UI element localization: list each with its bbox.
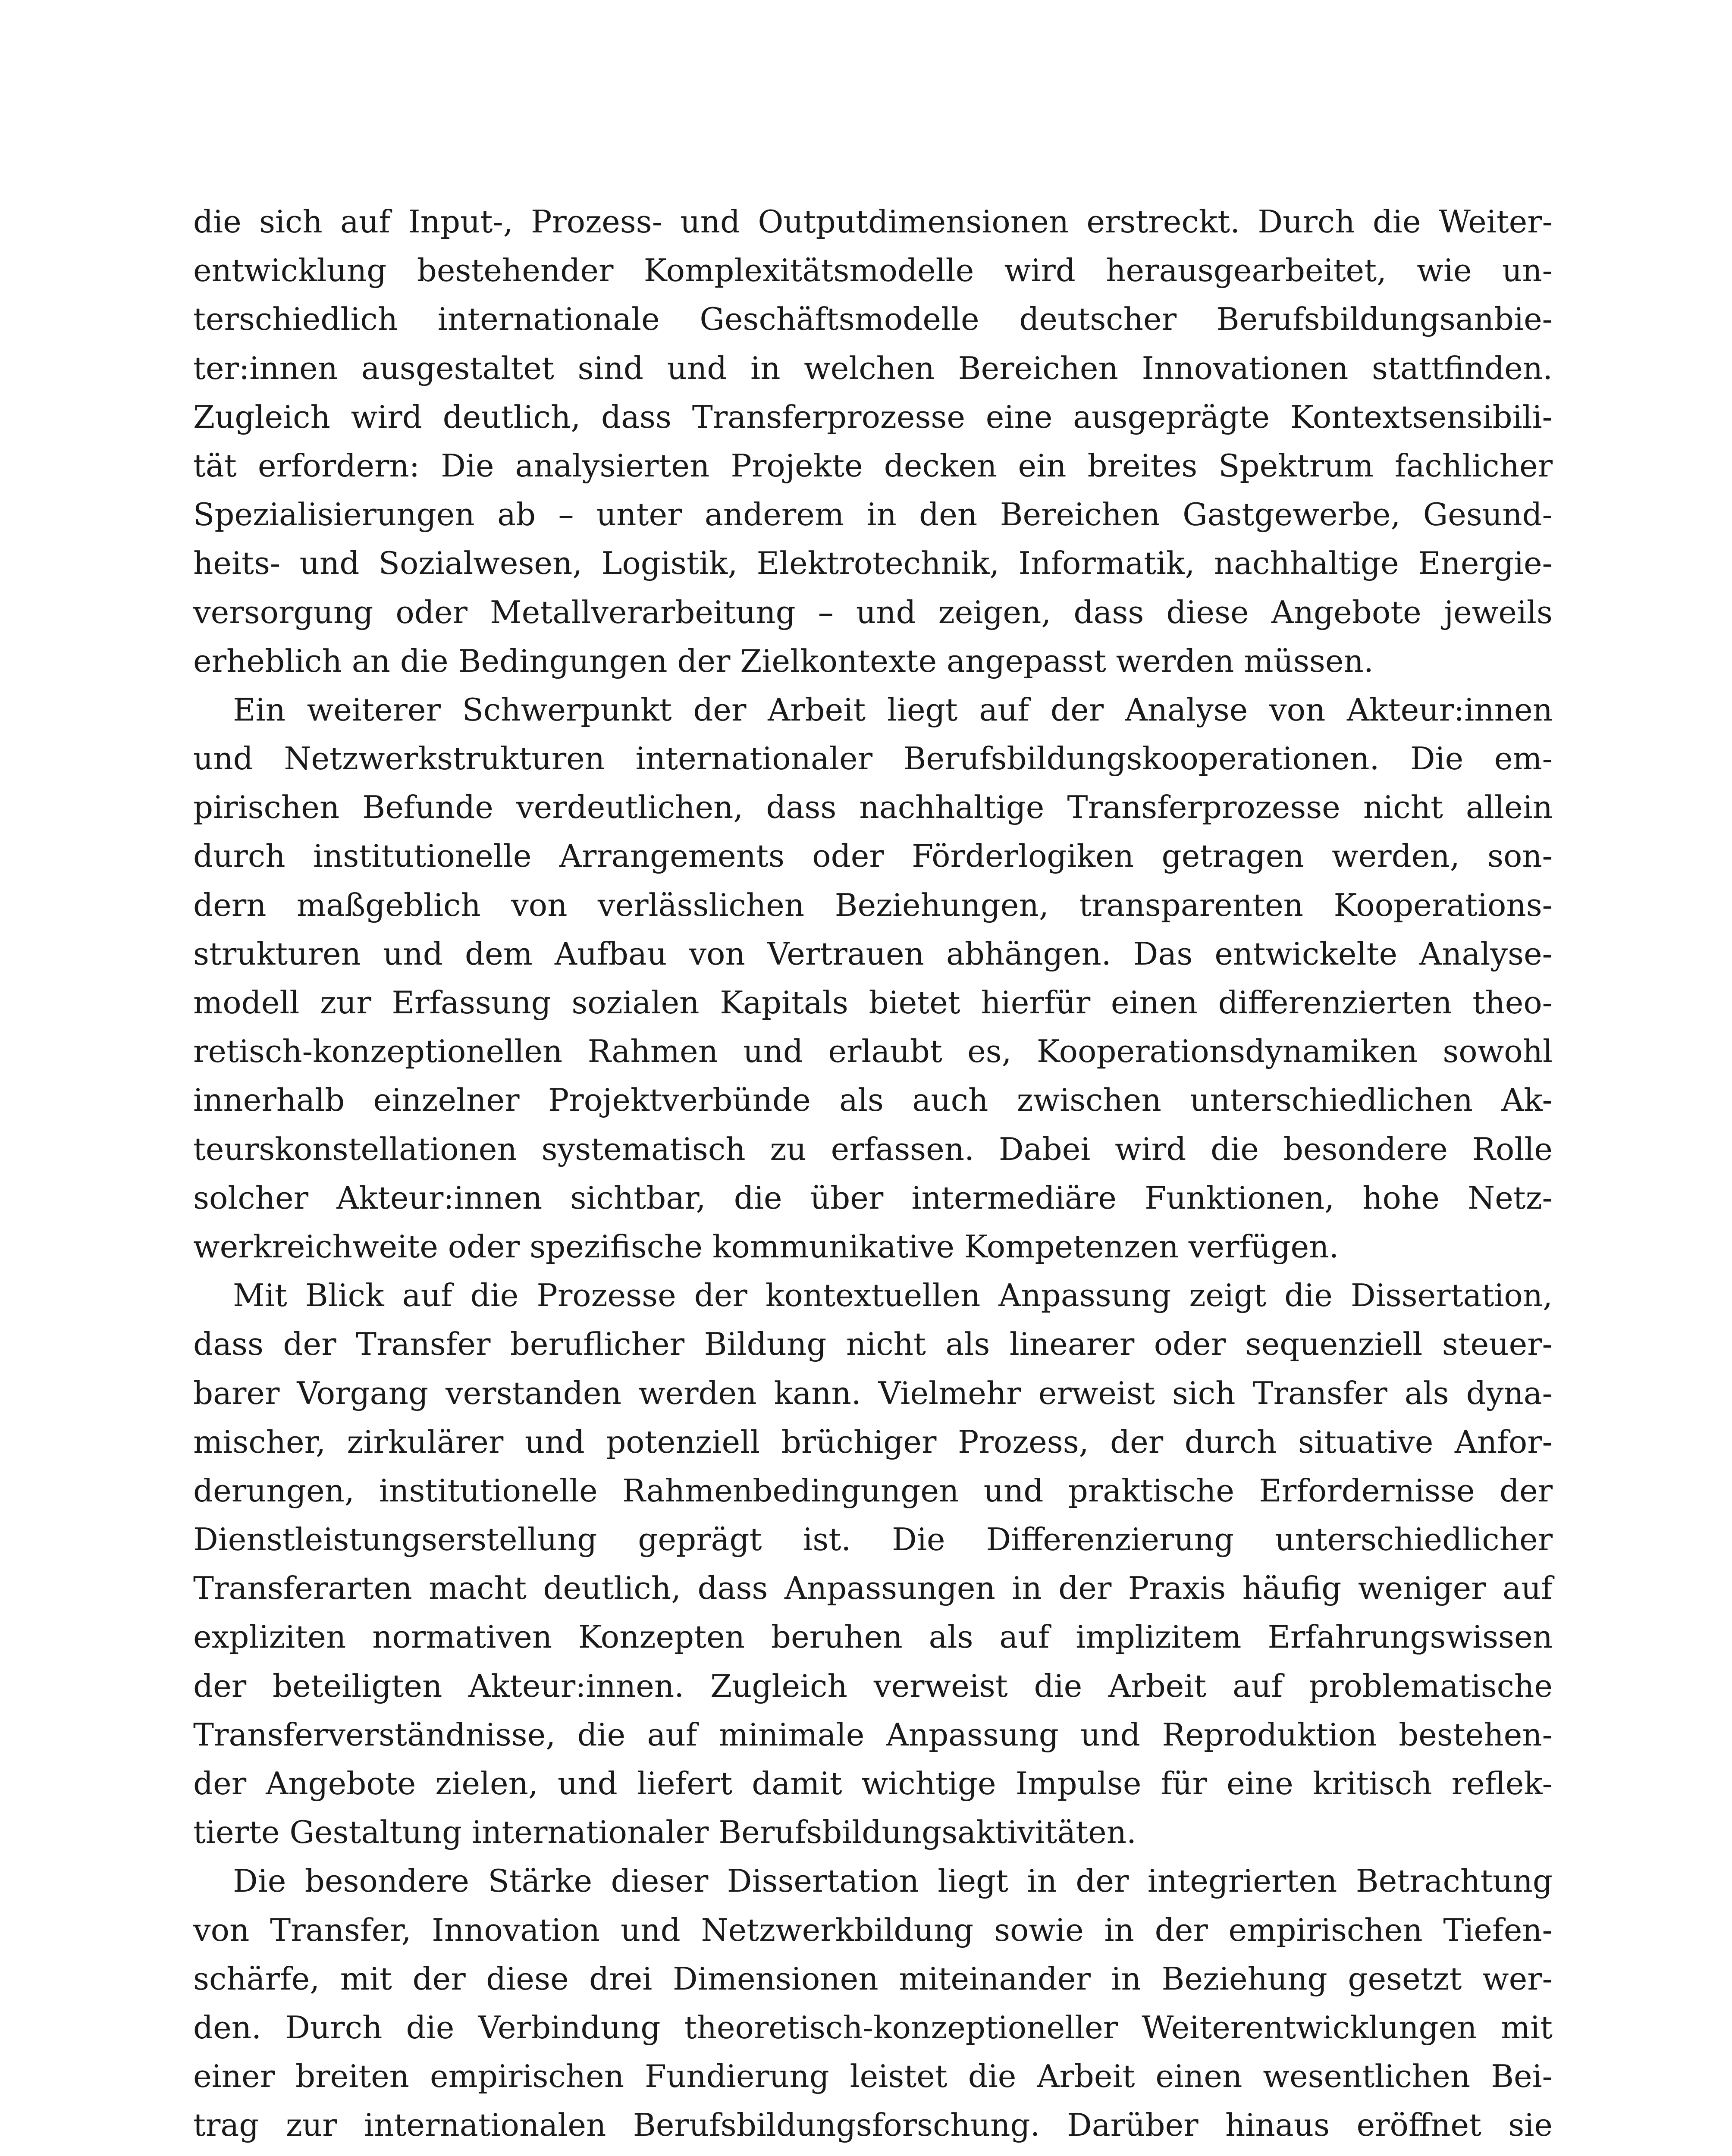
text-line: Ein weiterer Schwerpunkt der Arbeit liegt auf der Analyse von Akteur:innen [233, 691, 1553, 728]
text-line: von Transfer, Innovation und Netzwerkbildung sowie in der empirischen Tiefen- [193, 1912, 1553, 1948]
text-line: strukturen und dem Aufbau von Vertrauen abhängen. Das entwickelte Analyse- [193, 935, 1553, 972]
text-line: tierte Gestaltung internationaler Berufsbildungsaktivitäten. [193, 1814, 1137, 1851]
text-line: mischer, zirkulärer und potenziell brüchiger Prozess, der durch situative Anfor- [193, 1423, 1553, 1460]
text-line: versorgung oder Metallverarbeitung – und zeigen, dass diese Angebote jeweils [193, 594, 1553, 630]
text-line: dass der Transfer beruflicher Bildung nicht als linearer oder sequenziell steuer- [193, 1326, 1553, 1363]
text-line: Die besondere Stärke dieser Dissertation liegt in der integrierten Betrachtung [233, 1863, 1553, 1899]
text-line: terschiedlich internationale Geschäftsmodelle deutscher Berufsbildungsanbie- [193, 301, 1553, 338]
text-line: entwicklung bestehender Komplexitätsmodelle wird herausgearbeitet, wie un- [193, 252, 1553, 289]
text-line: dern maßgeblich von verlässlichen Beziehungen, transparenten Kooperations- [193, 887, 1553, 923]
text-line: Transferverständnisse, die auf minimale Anpassung und Reproduktion bestehen- [193, 1716, 1553, 1753]
text-line: den. Durch die Verbindung theoretisch-konzeptioneller Weiterentwicklungen mit [193, 2009, 1553, 2046]
text-line: werkreichweite oder spezifische kommunikative Kompetenzen verfügen. [193, 1228, 1339, 1265]
paragraph-4 [193, 1857, 1553, 2150]
text-line: trag zur internationalen Berufsbildungsforschung. Darüber hinaus eröffnet sie [193, 2107, 1553, 2143]
paragraph-3 [193, 1271, 1553, 1857]
text-line: retisch-konzeptionellen Rahmen und erlaubt es, Kooperationsdynamiken sowohl [193, 1033, 1553, 1070]
paragraph-1 [193, 197, 1553, 686]
text-line: modell zur Erfassung sozialen Kapitals bietet hierfür einen differenzierten theo- [193, 984, 1553, 1021]
text-line: einer breiten empirischen Fundierung leistet die Arbeit einen wesentlichen Bei- [193, 2058, 1553, 2095]
text-line: solcher Akteur:innen sichtbar, die über intermediäre Funktionen, hohe Netz- [193, 1179, 1553, 1216]
text-line: ter:innen ausgestaltet sind und in welchen Bereichen Innovationen stattfinden. [193, 350, 1553, 386]
text-line: Spezialisierungen ab – unter anderem in den Bereichen Gastgewerbe, Gesund- [193, 496, 1553, 533]
text-line: Zugleich wird deutlich, dass Transferprozesse eine ausgeprägte Kontextsensibili- [193, 398, 1553, 435]
text-line: innerhalb einzelner Projektverbünde als auch zwischen unterschiedlichen Ak- [193, 1082, 1553, 1119]
text-line: durch institutionelle Arrangements oder Förderlogiken getragen werden, son- [193, 838, 1553, 874]
text-line: der Angebote zielen, und liefert damit wichtige Impulse für eine kritisch reflek- [193, 1765, 1553, 1802]
text-line: erheblich an die Bedingungen der Zielkontexte angepasst werden müssen. [193, 642, 1374, 679]
body-text [193, 197, 1553, 2150]
text-line: schärfe, mit der diese drei Dimensionen miteinander in Beziehung gesetzt wer- [193, 1960, 1553, 1997]
text-line: der beteiligten Akteur:innen. Zugleich verweist die Arbeit auf problematische [193, 1667, 1553, 1704]
text-line: Mit Blick auf die Prozesse der kontextuellen Anpassung zeigt die Dissertation, [233, 1277, 1553, 1314]
text-line: tät erfordern: Die analysierten Projekte decken ein breites Spektrum fachlicher [193, 447, 1553, 484]
text-line: heits- und Sozialwesen, Logistik, Elektrotechnik, Informatik, nachhaltige Energie- [193, 545, 1553, 582]
text-line: barer Vorgang verstanden werden kann. Vielmehr erweist sich Transfer als dyna- [193, 1375, 1553, 1411]
text-line: und Netzwerkstrukturen internationaler Berufsbildungskooperationen. Die em- [193, 740, 1553, 777]
text-line: teurskonstellationen systematisch zu erfassen. Dabei wird die besondere Rolle [193, 1131, 1553, 1167]
text-line: Dienstleistungserstellung geprägt ist. Die Differenzierung unterschiedlicher [193, 1521, 1553, 1558]
text-line: derungen, institutionelle Rahmenbedingungen und praktische Erfordernisse der [193, 1472, 1553, 1509]
text-line: Transferarten macht deutlich, dass Anpassungen in der Praxis häufig weniger auf [193, 1570, 1553, 1607]
text-line: expliziten normativen Konzepten beruhen als auf implizitem Erfahrungswissen [193, 1619, 1553, 1655]
paragraph-2 [193, 686, 1553, 1271]
text-line: pirischen Befunde verdeutlichen, dass nachhaltige Transferprozesse nicht allein [193, 789, 1553, 826]
text-line: die sich auf Input-, Prozess- und Outputdimensionen erstreckt. Durch die Weiter- [193, 204, 1553, 240]
